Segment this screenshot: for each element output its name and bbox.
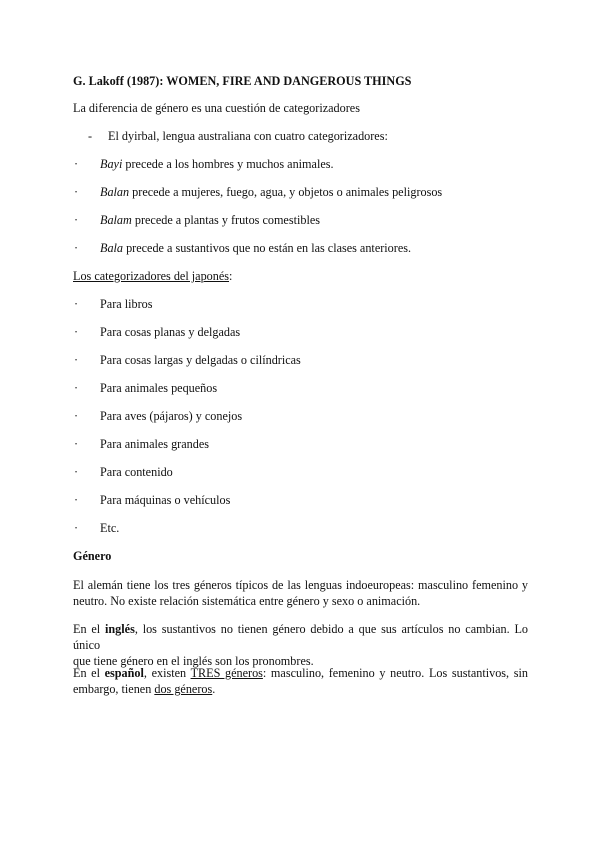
dyirbal-term: Balan (100, 185, 130, 199)
bullet-symbol: · (74, 157, 79, 171)
japanese-item-text: Para animales pequeños (100, 381, 218, 395)
dyirbal-desc: precede a plantas y frutos comestibles (131, 213, 320, 227)
paragraph-line: que tiene género en el inglés son los pronombres. (73, 654, 314, 668)
bullet-symbol: · (74, 465, 79, 479)
bullet-symbol: · (74, 185, 79, 199)
bullet-symbol: · (74, 297, 79, 311)
bullet-symbol: · (74, 381, 79, 395)
genero-paragraph-ingles (73, 621, 528, 669)
dyirbal-desc: precede a sustantivos que no están en las clases anteriores. (123, 241, 412, 255)
bullet-symbol: · (74, 437, 79, 451)
bold-term-espanol: español (104, 666, 144, 680)
japanese-heading-text: Los categorizadores del japonés (73, 269, 230, 283)
genero-paragraph-espanol (73, 665, 528, 697)
dyirbal-intro: El dyirbal, lengua australiana con cuatro categorizadores: (108, 129, 388, 143)
bullet-symbol: · (74, 325, 79, 339)
paragraph-line (73, 621, 528, 653)
underlined-dos-generos: dos géneros (154, 682, 213, 696)
dyirbal-term: Balam (100, 213, 132, 227)
japanese-item-text: Para cosas largas y delgadas o cilíndricas (100, 353, 301, 367)
japanese-item-text: Para máquinas o vehículos (100, 493, 231, 507)
dyirbal-term: Bala (100, 241, 124, 255)
bullet-symbol: · (74, 493, 79, 507)
text-run: En el (73, 622, 106, 636)
underlined-tres-generos: TRES géneros (190, 666, 263, 680)
dyirbal-item-text (100, 157, 334, 172)
document-title: G. Lakoff (1987): WOMEN, FIRE AND DANGEROUS THINGS (73, 74, 412, 88)
text-run: : masculino, femenino y neutro. Los sustantivos, sin (262, 666, 528, 680)
text-run: embargo, tienen (73, 682, 155, 696)
japanese-item-text: Para cosas planas y delgadas (100, 325, 241, 339)
bullet-symbol: · (74, 409, 79, 423)
japanese-item-text: Etc. (100, 521, 120, 535)
paragraph-line (73, 665, 528, 681)
dyirbal-item-text (100, 185, 442, 200)
dyirbal-desc: precede a mujeres, fuego, agua, y objetos o animales peligrosos (129, 185, 443, 199)
japanese-heading-suffix: : (229, 269, 233, 283)
japanese-heading (73, 269, 232, 284)
paragraph-line (73, 681, 528, 697)
japanese-item-text: Para contenido (100, 465, 173, 479)
bullet-symbol: · (74, 353, 79, 367)
bold-term-ingles: inglés (105, 622, 135, 636)
dyirbal-desc: precede a los hombres y muchos animales. (122, 157, 334, 171)
dyirbal-dash: - (88, 129, 93, 143)
genero-paragraph-aleman (73, 577, 528, 609)
japanese-item-text: Para aves (pájaros) y conejos (100, 409, 243, 423)
japanese-item-text: Para animales grandes (100, 437, 209, 451)
dyirbal-item-text (100, 213, 320, 228)
paragraph-line: El alemán tiene los tres géneros típicos de las lenguas indoeuropeas: masculino femenino y (73, 578, 528, 592)
japanese-item-text: Para libros (100, 297, 153, 311)
bullet-symbol: · (74, 213, 79, 227)
text-run: En el (73, 666, 105, 680)
text-run: , los sustantivos no tienen género debido a que sus artículos no cambian. Lo único (73, 622, 529, 652)
text-run: , existen (143, 666, 191, 680)
bullet-symbol: · (74, 241, 79, 255)
genero-heading: Género (73, 549, 112, 563)
dyirbal-item-text (100, 241, 411, 256)
paragraph-line: neutro. No existe relación sistemática entre género y sexo o animación. (73, 594, 421, 608)
dyirbal-term: Bayi (100, 157, 123, 171)
intro-paragraph: La diferencia de género es una cuestión de categorizadores (73, 101, 360, 115)
bullet-symbol: · (74, 521, 79, 535)
text-run: . (212, 682, 216, 696)
